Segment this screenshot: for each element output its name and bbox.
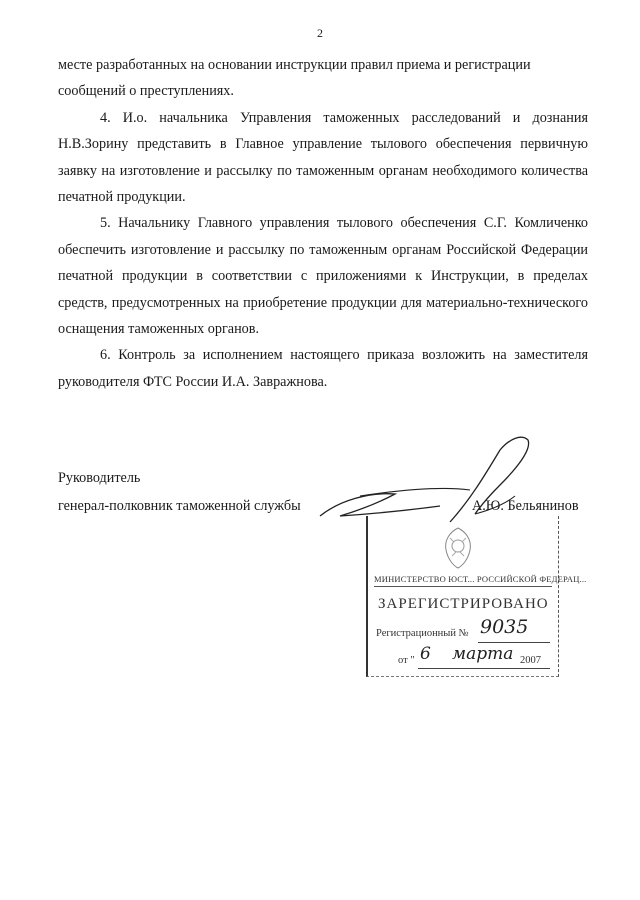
stamp-date-day: 6 bbox=[420, 644, 431, 664]
text-line: 6. Контроль за исполнением настоящего приказа возложить на bbox=[100, 347, 507, 364]
text-line: Российской Федерации печатной продукции в соответствии с приложениями к bbox=[58, 241, 589, 285]
registration-stamp bbox=[366, 516, 587, 677]
text-line: сообщений о преступлениях. bbox=[58, 83, 234, 100]
stamp-regnum-value: 9035 bbox=[480, 616, 529, 638]
stamp-date-prefix: от " bbox=[398, 655, 415, 666]
page-number: 2 bbox=[317, 26, 323, 40]
signatory-rank: генерал-полковник таможенной службы bbox=[58, 498, 301, 514]
paragraph-continued bbox=[58, 52, 588, 105]
stamp-registered-text: ЗАРЕГИСТРИРОВАНО bbox=[378, 596, 549, 612]
signatory-name: А.Ю. Бельянинов bbox=[472, 498, 579, 514]
text-line: заявку на изготовление и рассылку по таможенным органам необходимого bbox=[58, 162, 517, 179]
text-line: 5. Начальнику Главного управления тылового обеспечения bbox=[100, 215, 477, 232]
paragraph-4 bbox=[58, 105, 588, 211]
signatory-title: Руководитель bbox=[58, 470, 141, 486]
text-line: С.Г. Комличенко обеспечить изготовление и рассылку по таможенным органам bbox=[58, 215, 588, 258]
text-line: месте разработанных на основании инструкции правил приема и регистрации bbox=[58, 57, 531, 73]
stamp-date-underline bbox=[418, 668, 550, 669]
text-line: Н.В.Зорину представить в Главное управление тылового обеспечения первичную bbox=[58, 136, 588, 153]
paragraph-6 bbox=[58, 342, 588, 395]
text-line: продукции для материально-технического оснащения таможенных органов. bbox=[58, 294, 588, 338]
stamp-date-year: 2007 bbox=[520, 655, 541, 666]
document-body bbox=[58, 52, 588, 395]
text-line: заместителя руководителя ФТС России И.А. Завражнова. bbox=[58, 347, 588, 390]
paragraph-5 bbox=[58, 210, 588, 342]
text-line: количества печатной продукции. bbox=[58, 162, 588, 206]
stamp-divider bbox=[374, 586, 552, 587]
stamp-ministry-text: МИНИСТЕРСТВО ЮСТ... РОССИЙСКОЙ ФЕДЕРАЦ... bbox=[374, 574, 587, 584]
stamp-regnum-underline bbox=[478, 642, 550, 643]
text-line: Инструкции, в пределах средств, предусмотренных на приобретение bbox=[58, 268, 589, 311]
text-line: 4. И.о. начальника Управления таможенных расследований и дознания bbox=[100, 109, 588, 126]
stamp-regnum-label: Регистрационный № bbox=[376, 628, 469, 639]
emblem-icon bbox=[438, 524, 478, 570]
stamp-date-month: марта bbox=[452, 644, 514, 664]
